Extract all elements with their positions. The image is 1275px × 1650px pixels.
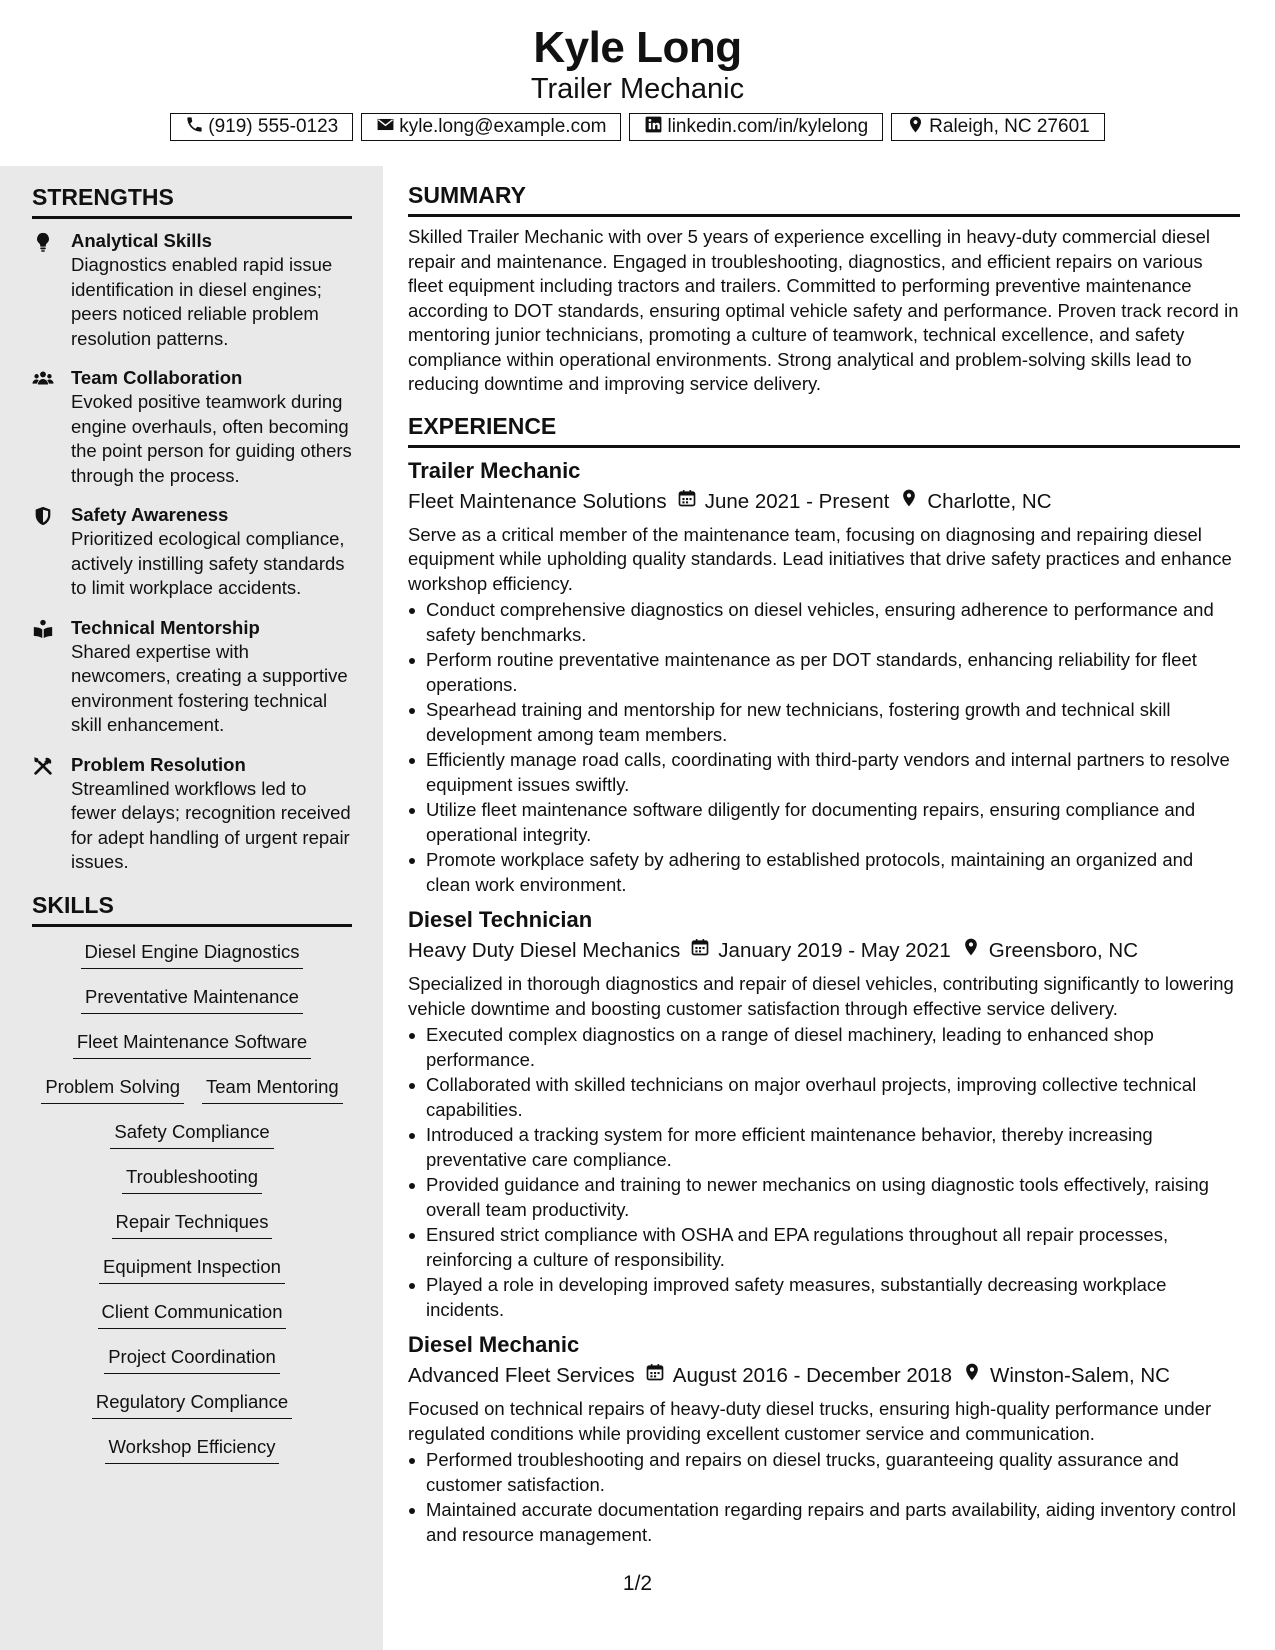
job-company: Advanced Fleet Services: [408, 1364, 635, 1387]
page-number: 1/2: [622, 1572, 653, 1595]
skill-tag: Equipment Inspection: [99, 1254, 285, 1284]
job-location-item: [961, 935, 1138, 967]
strengths-list: [32, 229, 352, 875]
job-entry: [408, 905, 1240, 1322]
skill-row: [32, 1389, 352, 1434]
skill-row: [32, 1299, 352, 1344]
candidate-name: Kyle Long: [533, 23, 742, 72]
main-column: [408, 180, 1240, 1548]
book-reader-icon: [32, 618, 54, 640]
skill-row: [32, 1119, 352, 1164]
job-dates: August 2016 - December 2018: [672, 1364, 952, 1387]
bullet-item: Perform routine preventative maintenance as per DOT standards, enhancing reliability for fleet operations.: [426, 648, 1240, 697]
strength-title: Problem Resolution: [71, 753, 246, 775]
contact-location: [891, 113, 1105, 141]
skill-row: [32, 1434, 352, 1479]
contact-email[interactable]: [361, 113, 621, 141]
job-meta: [408, 486, 1240, 518]
strength-title: Technical Mentorship: [71, 616, 260, 638]
bullet-item: Efficiently manage road calls, coordinating with third-party vendors and internal partners to resolve equipment issues swiftly.: [426, 748, 1240, 797]
skill-row: [32, 1209, 352, 1254]
bullet-item: Conduct comprehensive diagnostics on diesel vehicles, ensuring adherence to performance and safety benchmarks.: [426, 598, 1240, 647]
job-dates: June 2021 - Present: [704, 489, 890, 513]
strength-item: [32, 616, 352, 738]
job-dates: January 2019 - May 2021: [718, 939, 951, 962]
job-entry: [408, 1330, 1240, 1547]
resume-header: [0, 0, 1275, 160]
bullet-item: Provided guidance and training to newer mechanics on using diagnostic tools effectively, raising overall team productivity.: [426, 1173, 1240, 1222]
job-location: Greensboro, NC: [988, 939, 1139, 962]
skill-tag: Diesel Engine Diagnostics: [81, 939, 304, 969]
strength-description: Diagnostics enabled rapid issue identification in diesel engines; peers noticed reliable problem resolution patterns.: [71, 254, 333, 349]
skill-row: [32, 1254, 352, 1299]
bullet-item: Performed troubleshooting and repairs on diesel trucks, guaranteeing quality assurance and customer satisfaction.: [426, 1448, 1240, 1497]
bullet-item: Introduced a tracking system for more efficient maintenance behavior, thereby increasing preventative care compliance.: [426, 1123, 1240, 1172]
location-pin-icon: [961, 935, 981, 967]
job-meta: [408, 1360, 1240, 1392]
envelope-icon: [376, 115, 395, 140]
strength-item: [32, 366, 352, 488]
strength-item: [32, 753, 352, 875]
job-dates-item: [690, 935, 950, 967]
job-company: Fleet Maintenance Solutions: [408, 489, 667, 513]
bullet-item: Ensured strict compliance with OSHA and EPA regulations throughout all repair processes, reinforcing a culture of responsibility.: [426, 1223, 1240, 1272]
job-meta: [408, 935, 1240, 967]
bullet-item: Executed complex diagnostics on a range of diesel machinery, leading to enhanced shop performance.: [426, 1023, 1240, 1072]
strength-title: Analytical Skills: [71, 230, 212, 251]
bullet-item: Spearhead training and mentorship for new technicians, fostering growth and technical skill development among team members.: [426, 698, 1240, 747]
skill-tag: Workshop Efficiency: [105, 1434, 280, 1464]
contact-linkedin[interactable]: [629, 113, 883, 141]
job-description: Focused on technical repairs of heavy-duty diesel trucks, ensuring high-quality performance under regulated conditions while providing excellent customer service and communication.: [408, 1398, 1212, 1444]
phone-icon: [185, 115, 204, 140]
shield-icon: [32, 505, 54, 527]
job-bullets: [408, 1448, 1240, 1547]
strength-title: Safety Awareness: [71, 504, 229, 525]
strength-item: [32, 503, 352, 601]
summary-text: Skilled Trailer Mechanic with over 5 years of experience excelling in heavy-duty commercial diesel repair and maintenance. Engaged in troubleshooting, diagnostics, and efficient repairs on various fleet equipment including tractors and trailers. Committed to performing preventive maintenance according to DOT standards, ensuring optimal vehicle safety and performance. Proven track record in mentoring junior technicians, promoting a culture of teamwork, technical excellence, and safety compliance within operational environments. Strong analytical and problem-solving skills lead to reducing downtime and improving service delivery.: [408, 226, 1239, 394]
location-pin-icon: [899, 486, 919, 518]
strength-description: Prioritized ecological compliance, actively instilling safety standards to limit workplace accidents.: [71, 528, 345, 598]
bullet-item: Played a role in developing improved safety measures, substantially decreasing workplace incidents.: [426, 1273, 1240, 1322]
skill-row: [32, 984, 352, 1029]
skill-row: [32, 939, 352, 984]
job-dates-item: [645, 1360, 952, 1392]
contact-bar: [0, 113, 1275, 141]
contact-phone[interactable]: [170, 113, 353, 141]
skills-heading: SKILLS: [32, 890, 352, 927]
skill-tag: Fleet Maintenance Software: [73, 1029, 311, 1059]
sidebar: [0, 166, 383, 1650]
skill-row: [32, 1344, 352, 1389]
job-location: Charlotte, NC: [927, 489, 1052, 513]
skill-tag: Team Mentoring: [202, 1074, 343, 1104]
skill-tag: Troubleshooting: [122, 1164, 262, 1194]
location-pin-icon: [906, 115, 925, 140]
job-description: Serve as a critical member of the maintenance team, focusing on diagnosing and repairing diesel equipment while upholding quality standards. Lead initiatives that drive safety practices and enhance workshop efficiency.: [408, 523, 1232, 594]
skill-row: [32, 1074, 352, 1119]
strength-item: [32, 229, 352, 351]
job-location: Winston-Salem, NC: [989, 1364, 1170, 1387]
bullet-item: Maintained accurate documentation regarding repairs and parts availability, aiding inventory control and resource management.: [426, 1498, 1240, 1547]
job-location-item: [899, 486, 1051, 518]
strength-description: Evoked positive teamwork during engine overhauls, often becoming the point person for guiding others through the process.: [71, 391, 352, 486]
skill-tag: Project Coordination: [104, 1344, 280, 1374]
bullet-item: Promote workplace safety by adhering to established protocols, maintaining an organized and clean work environment.: [426, 848, 1240, 897]
job-title: Diesel Mechanic: [408, 1332, 580, 1357]
job-entry: [408, 456, 1240, 898]
job-title: Diesel Technician: [408, 907, 593, 932]
calendar-icon: [690, 935, 710, 967]
calendar-icon: [677, 486, 697, 518]
skill-tag: Repair Techniques: [112, 1209, 273, 1239]
job-bullets: [408, 1023, 1240, 1322]
contact-location-text: Raleigh, NC 27601: [929, 116, 1090, 137]
strength-description: Streamlined workflows led to fewer delays; recognition received for adept handling of urgent repair issues.: [71, 777, 351, 872]
bullet-item: Utilize fleet maintenance software diligently for documenting repairs, ensuring compliance and operational integrity.: [426, 798, 1240, 847]
strength-description: Shared expertise with newcomers, creating a supportive environment fostering technical skill enhancement.: [71, 640, 348, 735]
job-location-item: [962, 1360, 1170, 1392]
skill-tag: Problem Solving: [41, 1074, 184, 1104]
linkedin-icon: [644, 115, 663, 140]
users-icon: [32, 368, 54, 390]
tools-icon: [32, 755, 54, 777]
skill-tag: Preventative Maintenance: [81, 984, 303, 1014]
strengths-heading: STRENGTHS: [32, 182, 352, 219]
lightbulb-icon: [32, 231, 54, 253]
bullet-item: Collaborated with skilled technicians on major overhaul projects, improving collective technical capabilities.: [426, 1073, 1240, 1122]
job-dates-item: [677, 486, 890, 518]
experience-heading: EXPERIENCE: [408, 411, 1240, 448]
contact-linkedin-text: linkedin.com/in/kylelong: [667, 116, 869, 137]
skill-tag: Client Communication: [98, 1299, 287, 1329]
strength-title: Team Collaboration: [71, 367, 243, 388]
summary-heading: SUMMARY: [408, 180, 1240, 217]
skill-row: [32, 1164, 352, 1209]
skills-list: [32, 939, 352, 1479]
candidate-title: Trailer Mechanic: [530, 73, 745, 105]
calendar-icon: [645, 1360, 665, 1392]
job-title: Trailer Mechanic: [408, 457, 581, 483]
contact-phone-text: (919) 555-0123: [208, 116, 339, 137]
job-company: Heavy Duty Diesel Mechanics: [408, 939, 681, 962]
skill-tag: Safety Compliance: [110, 1119, 273, 1149]
job-bullets: [408, 598, 1240, 897]
skill-tag: Regulatory Compliance: [92, 1389, 292, 1419]
location-pin-icon: [962, 1360, 982, 1392]
contact-email-text: kyle.long@example.com: [399, 116, 607, 137]
skill-row: [32, 1029, 352, 1074]
job-description: Specialized in thorough diagnostics and repair of diesel vehicles, contributing significantly to lowering vehicle downtime and boosting customer satisfaction through effective service delivery.: [408, 973, 1234, 1019]
